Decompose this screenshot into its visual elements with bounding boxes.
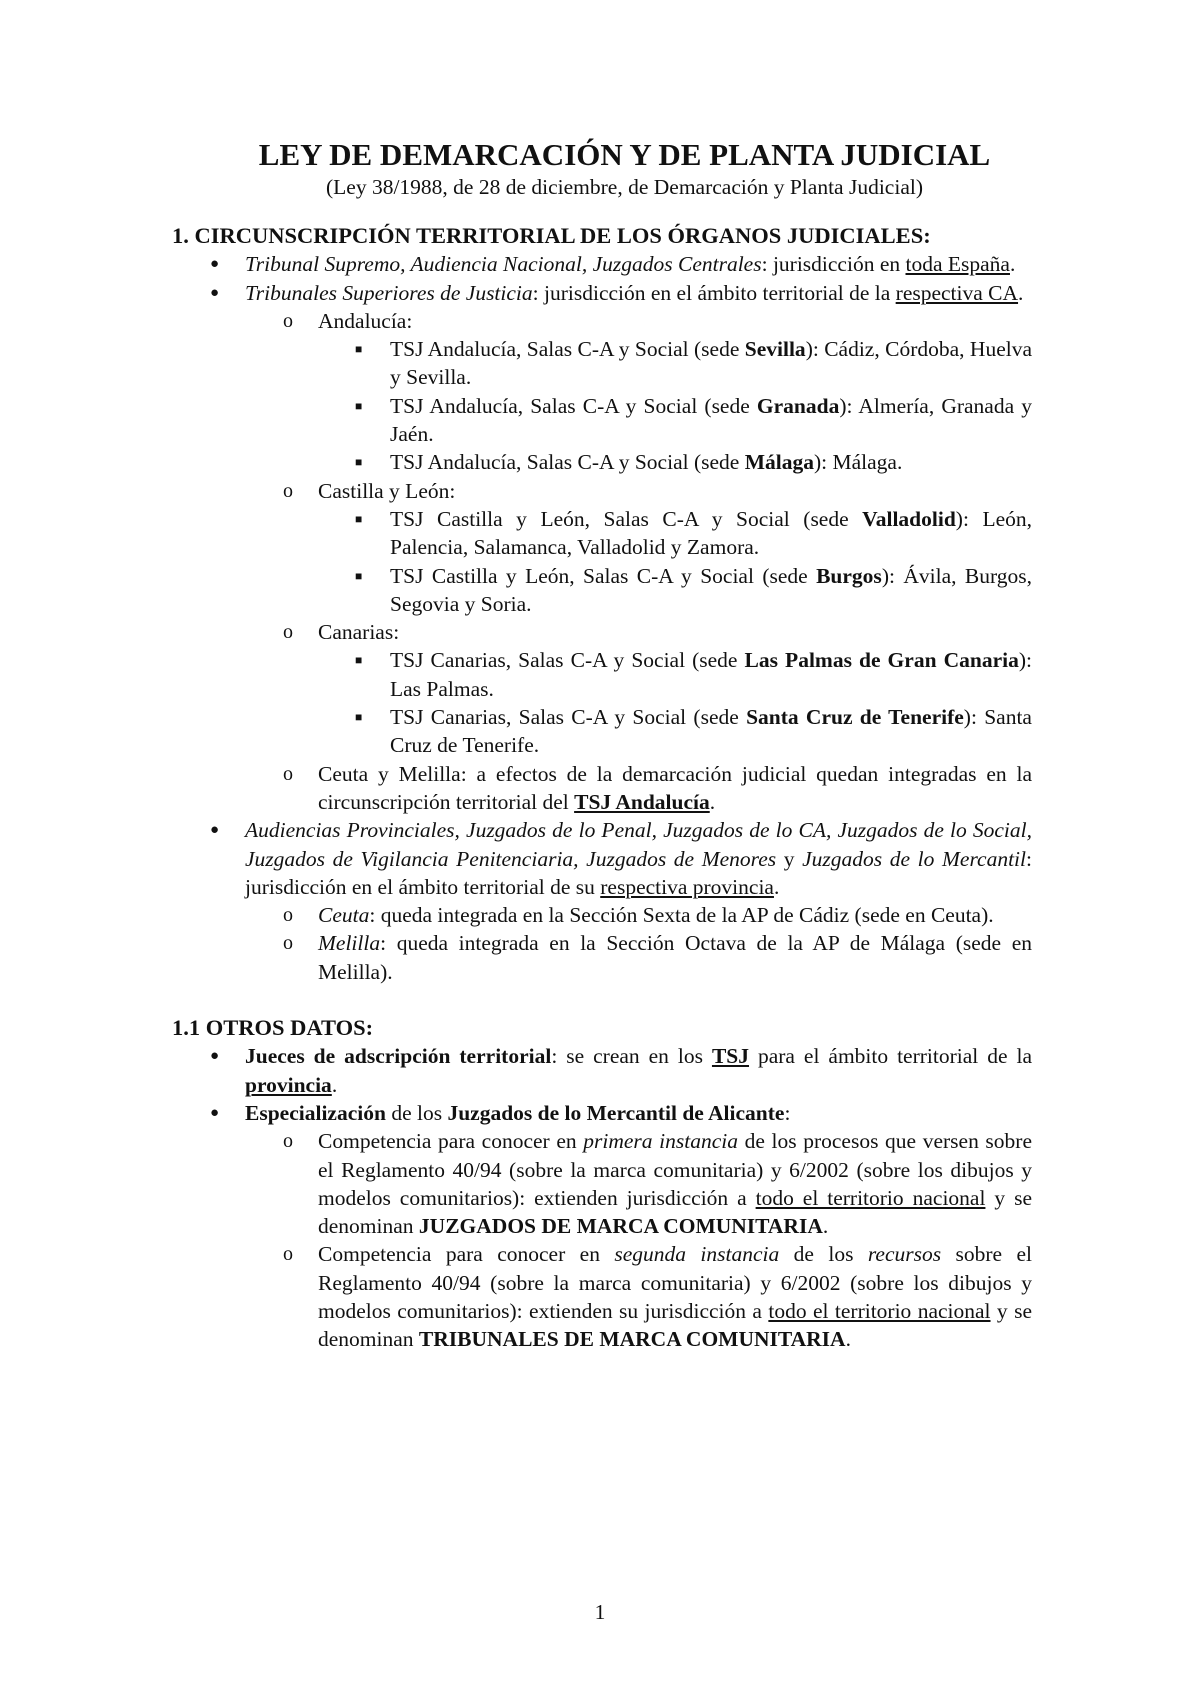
circle-bullet-icon: o [283,762,293,785]
list-item: ■ TSJ Castilla y León, Salas C-A y Social (sede Burgos): Ávila, Burgos, Segovia y Soria. [355,563,1032,616]
circle-bullet-icon: o [283,479,293,502]
list-item: ● Tribunales Superiores de Justicia: jurisdicción en el ámbito territorial de la respectiva CA. [172,279,1032,307]
square-bullet-icon: ■ [355,653,363,668]
list-item: o Competencia para conocer en segunda instancia de los recursos sobre el Reglamento 40/94 (sobre la marca comunitaria) y 6/2002 (sobre los dibujos y modelos comunitarios): extienden su jurisdicción a todo el territorio nacional y se denominan TRIBUNALES DE MARCA COMUNITARIA. [283,1242,1032,1352]
document-body [172,136,1032,1354]
list-item: ■ TSJ Andalucía, Salas C-A y Social (sede Málaga): Málaga. [172,448,1032,476]
list-item: ■ TSJ Castilla y León, Salas C-A y Social (sede Valladolid): León, Palencia, Salamanca, Valladolid y Zamora. [355,506,1032,560]
bullet-icon: ● [210,284,220,301]
bullet-icon: ● [210,1048,220,1065]
document-subtitle: (Ley 38/1988, de 28 de diciembre, de Demarcación y Planta Judicial) [325,175,923,199]
list-item: o Canarias: [172,618,1032,646]
list-item: o Ceuta: queda integrada en la Sección Sexta de la AP de Cádiz (sede en Ceuta). [172,901,1032,929]
list-item: ● Audiencias Provinciales, Juzgados de lo Penal, Juzgados de lo CA, Juzgados de lo Social, Juzgados de Vigilancia Penitenciaria, Juzgados de Menores y Juzgados de lo Mercantil: jurisdicción en el ámbito territorial de su respectiva provincia. [210,818,1032,899]
page-number: 1 [594,1600,606,1624]
list-item: ■ TSJ Canarias, Salas C-A y Social (sede Santa Cruz de Tenerife): Santa Cruz de Tenerife. [355,705,1032,758]
circle-bullet-icon: o [283,621,293,644]
list-item: ● Especialización de los Juzgados de lo Mercantil de Alicante: [172,1099,1032,1127]
list-item: o Andalucía: [172,307,1032,335]
circle-bullet-icon: o [283,904,293,927]
circle-bullet-icon: o [283,932,293,955]
list-item: ● Jueces de adscripción territorial: se crean en los TSJ para el ámbito territorial de la provincia. [210,1044,1033,1097]
list-item: o Melilla: queda integrada en la Sección Octava de la AP de Málaga (sede en Melilla). [283,931,1032,984]
section-heading-2: 1.1 OTROS DATOS: [172,1015,374,1041]
circle-bullet-icon: o [283,309,293,332]
list-item: o Castilla y León: [172,477,1032,505]
bullet-icon: ● [210,822,220,839]
square-bullet-icon: ■ [355,568,363,583]
square-bullet-icon: ■ [355,710,363,725]
square-bullet-icon: ■ [355,455,363,470]
list-item: ● Tribunal Supremo, Audiencia Nacional, Juzgados Centrales: jurisdicción en toda España. [172,250,1032,278]
square-bullet-icon: ■ [355,398,363,413]
square-bullet-icon: ■ [355,342,363,357]
section-heading-1: 1. CIRCUNSCRIPCIÓN TERRITORIAL DE LOS ÓRGANOS JUDICIALES: [172,223,931,248]
list-item: o Competencia para conocer en primera instancia de los procesos que versen sobre el Reglamento 40/94 (sobre la marca comunitaria) y 6/2002 (sobre los dibujos y modelos comunitarios): extienden jurisdicción a todo el territorio nacional y se denominan JUZGADOS DE MARCA COMUNITARIA. [283,1129,1033,1239]
list-item: ■ TSJ Canarias, Salas C-A y Social (sede Las Palmas de Gran Canaria): Las Palmas. [355,648,1032,701]
list-item: o Ceuta y Melilla: a efectos de la demarcación judicial quedan integradas en la circunscripción territorial del TSJ Andalucía. [283,761,1032,814]
list-item: ■ TSJ Andalucía, Salas C-A y Social (sede Sevilla): Cádiz, Córdoba, Huelva y Sevilla. [355,337,1032,390]
bullet-icon: ● [210,256,220,273]
square-bullet-icon: ■ [355,511,363,526]
list-item: ■ TSJ Andalucía, Salas C-A y Social (sede Granada): Almería, Granada y Jaén. [355,393,1033,447]
circle-bullet-icon: o [283,1130,293,1153]
document-title: LEY DE DEMARCACIÓN Y DE PLANTA JUDICIAL [258,137,991,172]
circle-bullet-icon: o [283,1243,293,1266]
bullet-icon: ● [210,1104,220,1121]
